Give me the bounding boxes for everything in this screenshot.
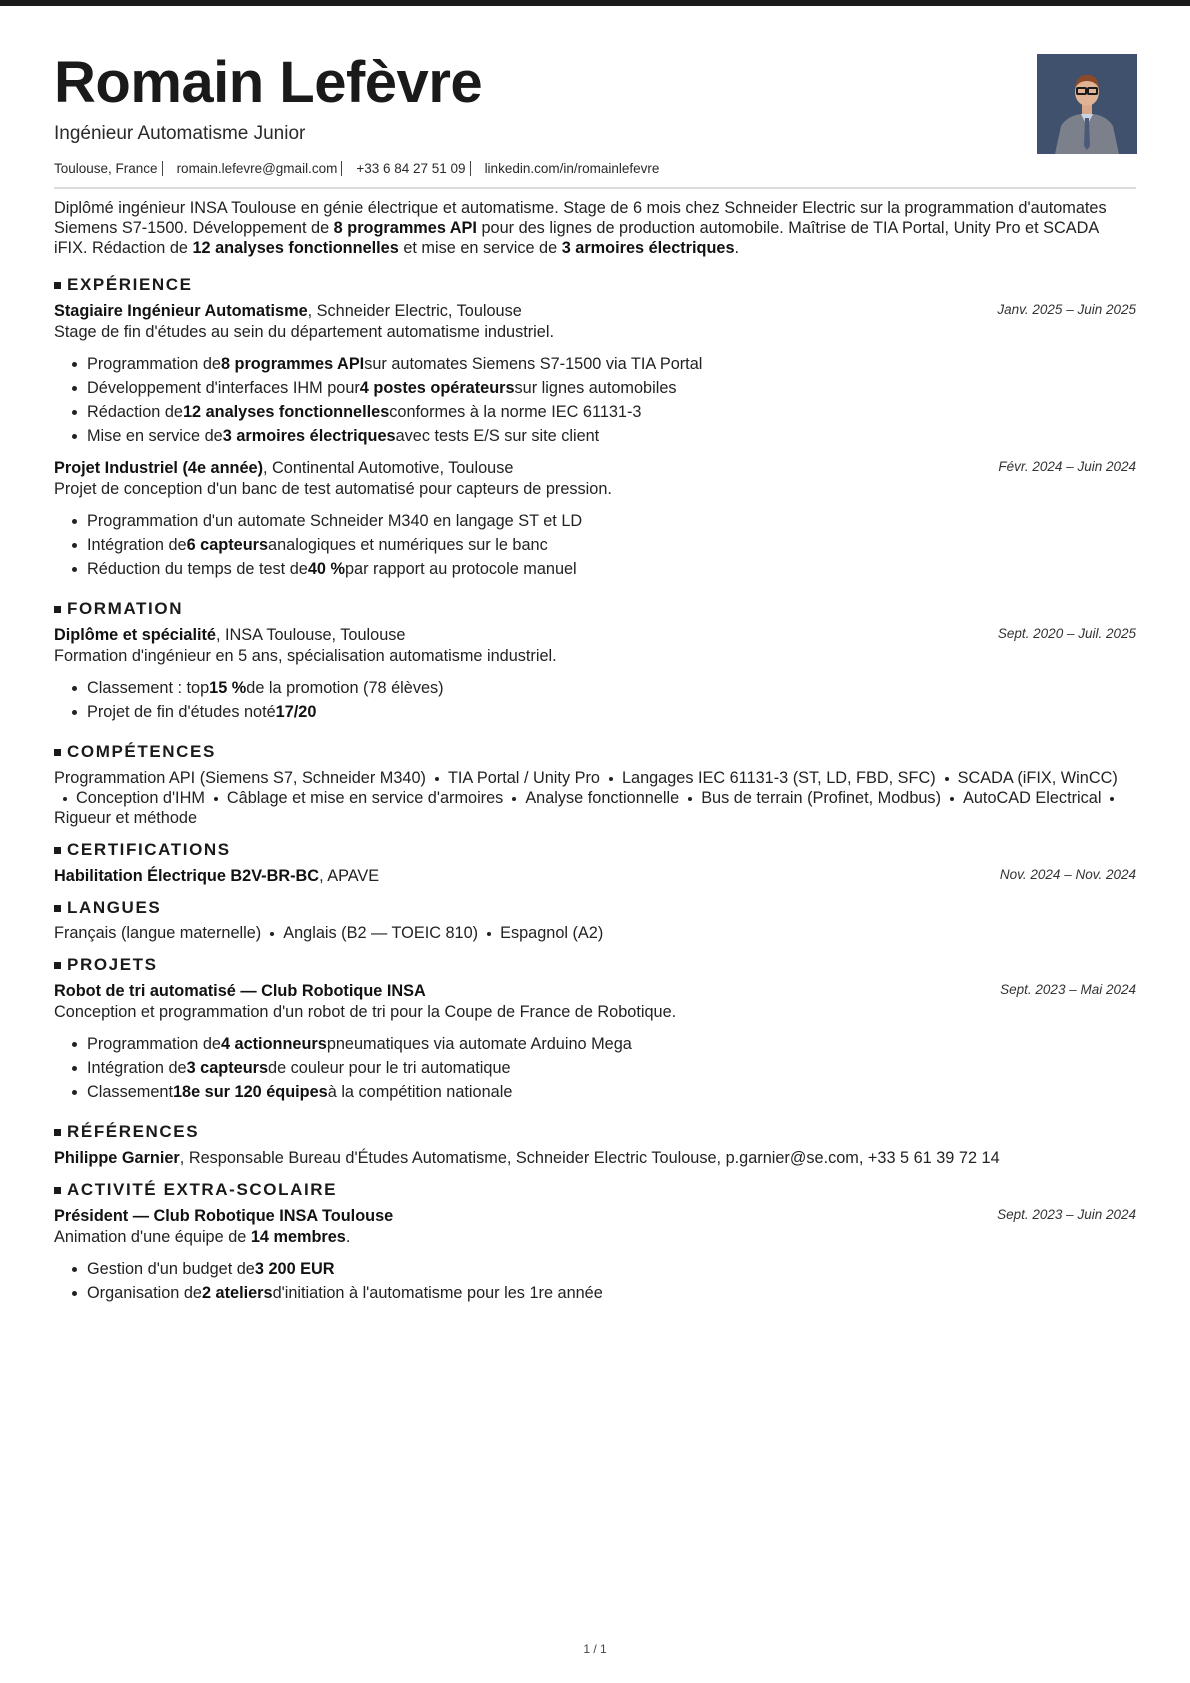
- summary-highlight: 8 programmes API: [333, 219, 477, 237]
- list-item: [72, 560, 577, 579]
- bullet-dot-icon: [72, 543, 77, 548]
- entry-description: Conception et programmation d'un robot de tri pour la Coupe de France de Robotique.: [54, 1003, 677, 1021]
- dot-separator-icon: [435, 777, 439, 781]
- list-item: [72, 1059, 511, 1078]
- bullet-text: à la compétition nationale: [327, 1083, 513, 1101]
- section-heading-label: PROJETS: [67, 955, 158, 974]
- project-name: Robot de tri automatisé — Club Robotique INSA: [54, 982, 426, 1000]
- square-bullet-icon: [54, 1187, 61, 1194]
- summary-text: Diplômé ingénieur INSA Toulouse en génie électrique et automatisme. Stage de 6 mois chez Schneider Electric sur la programmation d'automates Siemens S7-1500. Développement de: [54, 199, 1107, 237]
- bullet-highlight: 12 analyses fonctionnelles: [182, 403, 390, 421]
- square-bullet-icon: [54, 905, 61, 912]
- entry-title: [54, 459, 513, 478]
- skill-item: Programmation API (Siemens S7, Schneider M340): [54, 769, 426, 787]
- entry-organization: , APAVE: [319, 867, 380, 885]
- bullet-text: Projet de fin d'études noté: [87, 703, 276, 721]
- description-highlight: 14 membres: [250, 1228, 346, 1246]
- list-item: [72, 403, 641, 422]
- bullet-text: avec tests E/S sur site client: [395, 427, 600, 445]
- entry-title: [54, 626, 405, 645]
- language-item: Anglais (B2 — TOEIC 810): [283, 924, 479, 942]
- dot-separator-icon: [1110, 797, 1114, 801]
- separator: [341, 161, 342, 176]
- list-item: [72, 679, 444, 698]
- bullet-highlight: 3 capteurs: [186, 1059, 269, 1077]
- bullet-dot-icon: [72, 1066, 77, 1071]
- list-item: [72, 1083, 512, 1102]
- entry-date: Févr. 2024 – Juin 2024: [998, 459, 1136, 474]
- bullet-dot-icon: [72, 710, 77, 715]
- entry-description: Formation d'ingénieur en 5 ans, spécialisation automatisme industriel.: [54, 647, 557, 665]
- summary-text: .: [734, 239, 740, 257]
- square-bullet-icon: [54, 282, 61, 289]
- dot-separator-icon: [609, 777, 613, 781]
- bullet-text: de couleur pour le tri automatique: [268, 1059, 511, 1077]
- resume-header: [54, 0, 1136, 192]
- separator: [470, 161, 471, 176]
- skill-item: SCADA (iFIX, WinCC): [957, 769, 1118, 787]
- section-heading-experience: [54, 275, 193, 295]
- bullet-text: Gestion d'un budget de: [87, 1260, 255, 1278]
- skills-list: [54, 768, 1136, 828]
- square-bullet-icon: [54, 749, 61, 756]
- dot-separator-icon: [487, 932, 491, 936]
- reference-entry: [54, 1149, 1000, 1168]
- bullet-text: Programmation de: [87, 1035, 221, 1053]
- bullet-dot-icon: [72, 410, 77, 415]
- dot-separator-icon: [63, 797, 67, 801]
- square-bullet-icon: [54, 606, 61, 613]
- list-item: [72, 703, 316, 722]
- entry-date: Nov. 2024 – Nov. 2024: [999, 867, 1136, 882]
- section-heading-competences: [54, 742, 216, 762]
- list-item: [72, 427, 599, 446]
- summary-text: pour des lignes de production automobile. Maîtrise de TIA Portal, Unity Pro et SCADA iFIX. Rédaction de: [54, 219, 1099, 257]
- section-heading-extra: [54, 1180, 337, 1200]
- dot-separator-icon: [688, 797, 692, 801]
- bullet-text: sur lignes automobiles: [514, 379, 677, 397]
- entry-role: Stagiaire Ingénieur Automatisme: [54, 302, 308, 320]
- entry-date: Sept. 2023 – Juin 2024: [997, 1207, 1136, 1222]
- bullet-text: Classement : top: [87, 679, 210, 697]
- skill-item: Analyse fonctionnelle: [525, 789, 680, 807]
- skill-item: TIA Portal / Unity Pro: [447, 769, 600, 787]
- entry-date: Janv. 2025 – Juin 2025: [997, 302, 1136, 317]
- person-portrait-icon: [1037, 54, 1137, 154]
- reference-name: Philippe Garnier: [54, 1149, 180, 1167]
- entry-organization: , Schneider Electric, Toulouse: [307, 302, 522, 320]
- square-bullet-icon: [54, 847, 61, 854]
- bullet-dot-icon: [72, 362, 77, 367]
- bullet-highlight: 4 postes opérateurs: [359, 379, 515, 397]
- skill-item: Conception d'IHM: [76, 789, 205, 807]
- contact-linkedin[interactable]: linkedin.com/in/romainlefevre: [484, 161, 660, 176]
- bullet-highlight: 18e sur 120 équipes: [172, 1083, 328, 1101]
- bullet-text: conformes à la norme IEC 61131-3: [389, 403, 642, 421]
- bullet-highlight: 2 ateliers: [201, 1284, 273, 1302]
- separator: [162, 161, 163, 176]
- bullet-highlight: 3 armoires électriques: [222, 427, 396, 445]
- dot-separator-icon: [945, 777, 949, 781]
- section-heading-langues: [54, 898, 161, 918]
- entry-title: [54, 302, 522, 321]
- square-bullet-icon: [54, 962, 61, 969]
- section-heading-label: COMPÉTENCES: [67, 742, 216, 761]
- list-item: [72, 379, 677, 398]
- bullet-highlight: 6 capteurs: [186, 536, 269, 554]
- dot-separator-icon: [512, 797, 516, 801]
- list-item: [72, 355, 702, 374]
- bullet-highlight: 40 %: [307, 560, 345, 578]
- entry-date: Sept. 2020 – Juil. 2025: [997, 626, 1136, 641]
- dot-separator-icon: [950, 797, 954, 801]
- profile-photo: [1037, 54, 1137, 154]
- skill-item: Rigueur et méthode: [54, 809, 198, 827]
- bullet-text: Intégration de: [87, 1059, 187, 1077]
- contact-email[interactable]: romain.lefevre@gmail.com: [176, 161, 338, 176]
- entry-description: Stage de fin d'études au sein du département automatisme industriel.: [54, 323, 554, 341]
- bullet-text: Intégration de: [87, 536, 187, 554]
- bullet-dot-icon: [72, 386, 77, 391]
- dot-separator-icon: [270, 932, 274, 936]
- list-item: [72, 1260, 335, 1279]
- contact-line: [54, 161, 659, 176]
- activity-role: Président — Club Robotique INSA Toulouse: [54, 1207, 394, 1225]
- bullet-highlight: 4 actionneurs: [220, 1035, 327, 1053]
- skill-item: Langages IEC 61131-3 (ST, LD, FBD, SFC): [621, 769, 936, 787]
- page-number: 1 / 1: [583, 1642, 607, 1656]
- bullet-dot-icon: [72, 1042, 77, 1047]
- section-heading-references: [54, 1122, 199, 1142]
- bullet-dot-icon: [72, 686, 77, 691]
- list-item: [72, 1035, 632, 1054]
- description-text: .: [345, 1228, 351, 1246]
- bullet-text: Réduction du temps de test de: [87, 560, 308, 578]
- entry-title: [54, 982, 426, 1001]
- bullet-text: par rapport au protocole manuel: [344, 560, 577, 578]
- bullet-dot-icon: [72, 1267, 77, 1272]
- language-item: Espagnol (A2): [500, 924, 604, 942]
- contact-phone[interactable]: +33 6 84 27 51 09: [356, 161, 466, 176]
- section-heading-formation: [54, 599, 183, 619]
- bullet-dot-icon: [72, 567, 77, 572]
- bullet-text: analogiques et numériques sur le banc: [268, 536, 548, 554]
- bullet-text: de la promotion (78 élèves): [246, 679, 444, 697]
- section-heading-label: CERTIFICATIONS: [67, 840, 231, 859]
- bullet-text: Organisation de: [87, 1284, 202, 1302]
- summary-text: et mise en service de: [398, 239, 562, 257]
- section-heading-label: FORMATION: [67, 599, 184, 618]
- summary-highlight: 12 analyses fonctionnelles: [192, 239, 399, 257]
- bullet-text: pneumatiques via automate Arduino Mega: [326, 1035, 632, 1053]
- bullet-text: d'initiation à l'automatisme pour les 1re année: [272, 1284, 603, 1302]
- bullet-dot-icon: [72, 1291, 77, 1296]
- summary-highlight: 3 armoires électriques: [561, 239, 735, 257]
- contact-location: Toulouse, France: [54, 161, 158, 176]
- dot-separator-icon: [214, 797, 218, 801]
- skill-item: Bus de terrain (Profinet, Modbus): [701, 789, 941, 807]
- bullet-text: Classement: [87, 1083, 173, 1101]
- entry-role: Projet Industriel (4e année): [54, 459, 263, 477]
- square-bullet-icon: [54, 1129, 61, 1136]
- description-text: Animation d'une équipe de: [54, 1228, 251, 1246]
- entry-organization: , Continental Automotive, Toulouse: [263, 459, 514, 477]
- section-heading-label: RÉFÉRENCES: [67, 1122, 200, 1141]
- certification-name: Habilitation Électrique B2V-BR-BC: [54, 867, 320, 885]
- entry-description: Projet de conception d'un banc de test automatisé pour capteurs de pression.: [54, 480, 612, 498]
- bullet-dot-icon: [72, 434, 77, 439]
- language-item: Français (langue maternelle): [54, 924, 262, 942]
- header-divider: [54, 187, 1136, 189]
- section-heading-certifications: [54, 840, 231, 860]
- entry-degree: Diplôme et spécialité: [54, 626, 216, 644]
- bullet-highlight: 15 %: [209, 679, 247, 697]
- summary-paragraph: [54, 198, 1136, 258]
- entry-organization: , INSA Toulouse, Toulouse: [215, 626, 406, 644]
- bullet-text: sur automates Siemens S7-1500 via TIA Portal: [364, 355, 703, 373]
- resume-page: [54, 0, 1136, 1302]
- list-item: [72, 512, 582, 531]
- list-item: [72, 536, 548, 555]
- languages-list: [54, 924, 603, 943]
- bullet-highlight: 17/20: [275, 703, 317, 721]
- candidate-name: Romain Lefèvre: [54, 50, 483, 115]
- bullet-highlight: 3 200 EUR: [254, 1260, 335, 1278]
- section-heading-projets: [54, 955, 158, 975]
- entry-description: [54, 1228, 350, 1247]
- bullet-text: Programmation d'un automate Schneider M340 en langage ST et LD: [87, 512, 583, 530]
- section-heading-label: ACTIVITÉ EXTRA-SCOLAIRE: [67, 1180, 338, 1199]
- bullet-text: Développement d'interfaces IHM pour: [87, 379, 360, 397]
- bullet-text: Programmation de: [87, 355, 221, 373]
- reference-details: , Responsable Bureau d'Études Automatisme, Schneider Electric Toulouse, p.garnier@se.com, +33 5 61 39 72 14: [179, 1149, 1000, 1167]
- bullet-dot-icon: [72, 1090, 77, 1095]
- skill-item: AutoCAD Electrical: [963, 789, 1102, 807]
- job-title: Ingénieur Automatisme Junior: [54, 123, 306, 144]
- skill-item: Câblage et mise en service d'armoires: [226, 789, 504, 807]
- entry-title: [54, 1207, 393, 1226]
- section-heading-label: LANGUES: [67, 898, 162, 917]
- bullet-text: Rédaction de: [87, 403, 183, 421]
- entry-title: [54, 867, 379, 886]
- entry-date: Sept. 2023 – Mai 2024: [1000, 982, 1136, 997]
- section-heading-label: EXPÉRIENCE: [67, 275, 193, 294]
- list-item: [72, 1284, 603, 1303]
- bullet-text: Mise en service de: [87, 427, 223, 445]
- bullet-dot-icon: [72, 519, 77, 524]
- bullet-highlight: 8 programmes API: [220, 355, 365, 373]
